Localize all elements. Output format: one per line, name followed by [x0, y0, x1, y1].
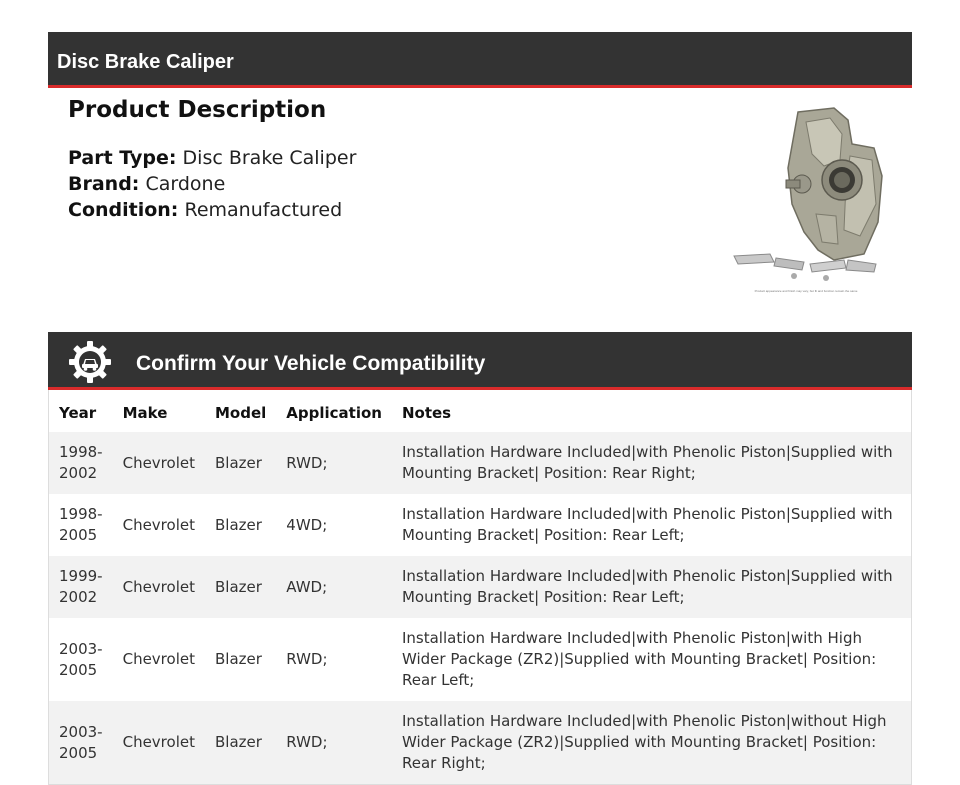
- table-header-row: [49, 390, 912, 432]
- cell-make: Chevrolet: [122, 515, 195, 534]
- header-application: Application: [286, 404, 382, 422]
- part-type-row: [68, 145, 356, 171]
- gear-car-icon: [68, 340, 112, 384]
- cell-make: Chevrolet: [122, 453, 195, 472]
- product-description: [68, 97, 356, 223]
- product-title: Disc Brake Caliper: [57, 51, 234, 73]
- cell-notes: Installation Hardware Included|with Phenolic Piston|Supplied with Mounting Bracket| Position: Rear Left;: [401, 567, 893, 606]
- condition-row: [68, 197, 356, 223]
- table-row: [49, 494, 912, 556]
- cell-application: AWD;: [286, 577, 328, 596]
- cell-year: 1998-2005: [59, 505, 103, 544]
- table-row: [49, 618, 912, 701]
- cell-year: 2003-2005: [59, 722, 103, 762]
- cell-application: RWD;: [286, 650, 328, 668]
- header-make: Make: [122, 404, 168, 422]
- product-image: [726, 104, 886, 298]
- table-row: [49, 701, 912, 785]
- cell-notes: Installation Hardware Included|with Phenolic Piston|Supplied with Mounting Bracket| Position: Rear Right;: [401, 443, 893, 482]
- compatibility-bar: [48, 332, 912, 390]
- cell-model: Blazer: [214, 577, 262, 596]
- cell-year: 2003-2005: [59, 639, 103, 679]
- part-type-value: Disc Brake Caliper: [182, 147, 357, 169]
- cell-year: 1999-2002: [59, 567, 103, 606]
- cell-application: RWD;: [286, 733, 328, 751]
- cell-application: 4WD;: [286, 515, 328, 534]
- description-heading: Product Description: [68, 97, 327, 123]
- header-notes: Notes: [401, 404, 452, 422]
- cell-model: Blazer: [214, 453, 262, 472]
- cell-application: RWD;: [286, 453, 328, 472]
- header-model: Model: [214, 404, 267, 422]
- cell-make: Chevrolet: [122, 577, 195, 596]
- cell-year: 1998-2002: [59, 443, 103, 482]
- compatibility-table: [48, 390, 912, 785]
- condition-label: Condition:: [68, 199, 179, 221]
- cell-make: Chevrolet: [122, 650, 195, 668]
- cell-notes: Installation Hardware Included|with Phenolic Piston|with High Wider Package (ZR2)|Supplied with Mounting Bracket| Position: Rear Left;: [401, 629, 877, 689]
- cell-make: Chevrolet: [122, 733, 195, 751]
- compatibility-title: Confirm Your Vehicle Compatibility: [136, 352, 486, 375]
- cell-notes: Installation Hardware Included|with Phenolic Piston|without High Wider Package (ZR2)|Supplied with Mounting Bracket| Position: Rear Right;: [401, 712, 887, 772]
- product-title-bar: [48, 32, 912, 88]
- cell-model: Blazer: [214, 515, 262, 534]
- part-type-label: Part Type:: [68, 147, 177, 169]
- table-row: [49, 432, 912, 494]
- brand-row: [68, 171, 356, 197]
- cell-notes: Installation Hardware Included|with Phenolic Piston|Supplied with Mounting Bracket| Position: Rear Left;: [401, 505, 893, 544]
- cell-model: Blazer: [214, 733, 262, 751]
- image-caption: Product appearance and finish may vary, but fit and function remain the same: [754, 289, 858, 293]
- brand-value: Cardone: [145, 173, 226, 195]
- cell-model: Blazer: [214, 650, 262, 668]
- brand-label: Brand:: [68, 173, 140, 195]
- header-year: Year: [59, 404, 97, 422]
- table-row: [49, 556, 912, 618]
- condition-value: Remanufactured: [184, 199, 343, 221]
